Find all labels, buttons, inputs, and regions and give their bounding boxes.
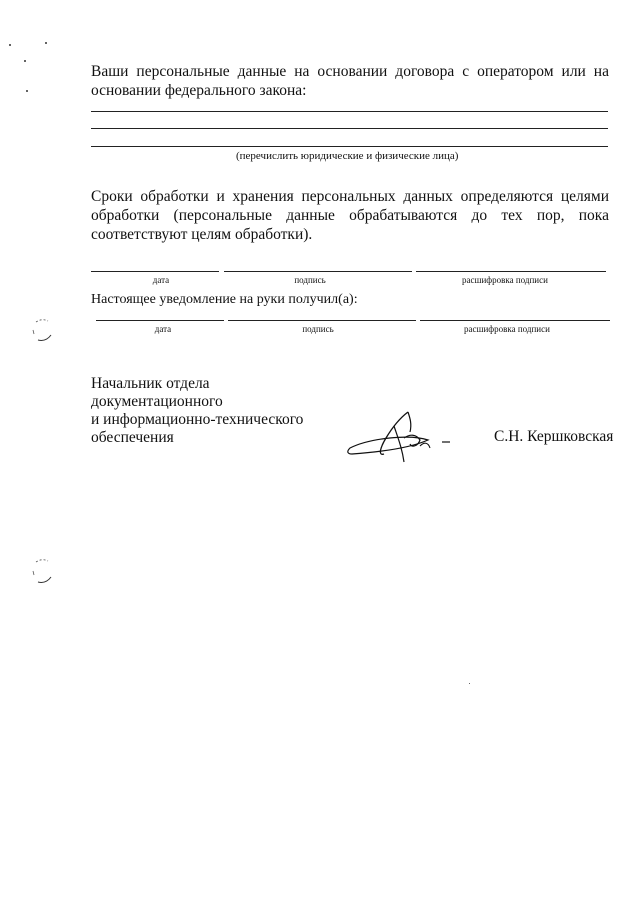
scan-speck: [469, 683, 470, 684]
official-title-line: обеспечения: [91, 429, 174, 446]
scan-speck: [24, 60, 26, 62]
date-label: дата: [154, 324, 172, 334]
date-label: дата: [152, 275, 170, 285]
official-title-line: Начальник отдела: [91, 375, 210, 392]
punch-hole-mark: [30, 318, 56, 346]
date-line: [96, 320, 224, 321]
legal-basis-paragraph: Ваши персональные данные на основании договора с оператором или на основании федерального закона:: [91, 63, 609, 99]
scan-speck: [45, 42, 47, 44]
signature-line: [224, 271, 412, 272]
signature-label: подпись: [302, 324, 334, 334]
punch-hole-mark: [30, 558, 56, 588]
fill-line: [91, 146, 608, 147]
official-title-line: документационного: [91, 393, 223, 410]
fill-line: [91, 128, 608, 129]
decoding-line: [420, 320, 610, 321]
official-title: [91, 375, 303, 447]
retention-paragraph: Сроки обработки и хранения персональных данных определяются целями обработки (персональные данные обрабатываются до тех пор, пока соответствуют целям обработки).: [91, 188, 609, 243]
scan-speck: [9, 44, 11, 46]
decoding-line: [416, 271, 606, 272]
official-title-line: и информационно-технического: [91, 411, 304, 428]
decoding-label: расшифровка подписи: [464, 324, 550, 334]
handwritten-signature: [340, 408, 460, 468]
receipt-text: Настоящее уведомление на руки получил(а):: [91, 292, 358, 307]
fill-line: [91, 111, 608, 112]
decoding-label: расшифровка подписи: [462, 275, 548, 285]
official-name: С.Н. Кершковская: [494, 428, 614, 445]
scan-speck: [26, 90, 28, 92]
signature-line: [228, 320, 416, 321]
date-line: [91, 271, 219, 272]
legal-basis-hint: (перечислить юридические и физические лица): [236, 150, 459, 162]
signature-label: подпись: [294, 275, 326, 285]
